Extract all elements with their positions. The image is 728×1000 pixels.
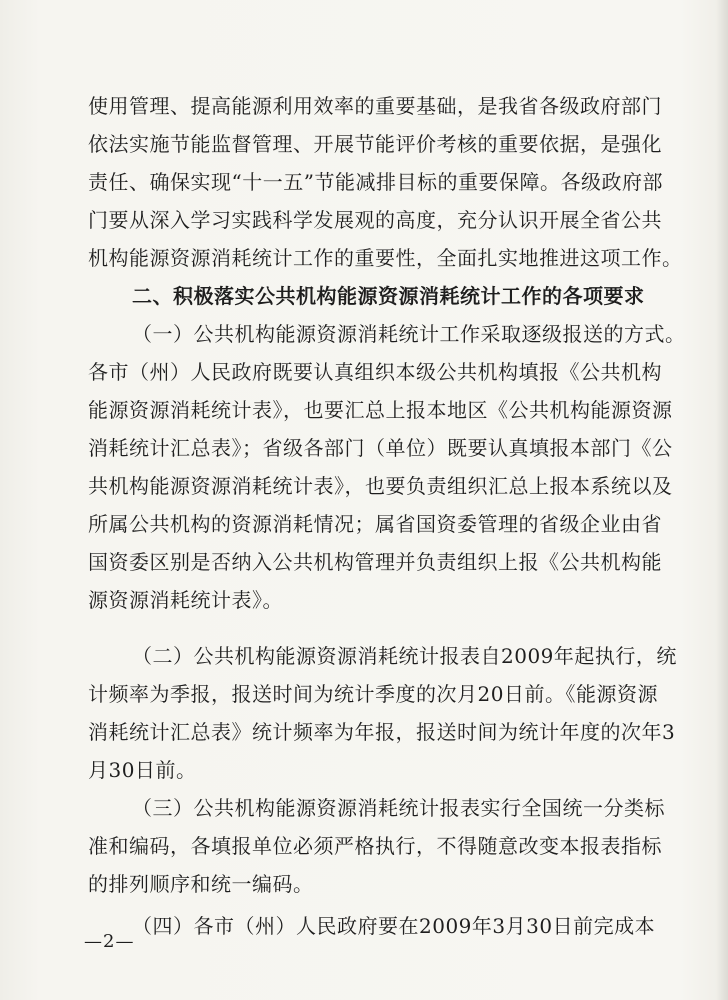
page-edge-shadow <box>716 0 728 1000</box>
text-line: 计频率为季报，报送时间为统计季度的次月20日前。《能源资源 <box>88 682 658 706</box>
paragraph-first-line: （四）各市（州）人民政府要在2009年3月30日前完成本 <box>132 914 656 938</box>
text-line: 的排列顺序和统一编码。 <box>88 872 314 896</box>
text-line: 共机构能源资源消耗统计表》，也要负责组织汇总上报本系统以及 <box>88 474 673 498</box>
text-line: 责任、确保实现“十一五”节能减排目标的重要保障。各级政府部 <box>88 170 663 194</box>
text-line: 所属公共机构的资源消耗情况；属省国资委管理的省级企业由省 <box>88 512 662 536</box>
text-line: 消耗统计汇总表》；省级各部门（单位）既要认真填报本部门《公 <box>88 436 673 460</box>
text-line: 源资源消耗统计表》。 <box>88 588 283 612</box>
text-line: 使用管理、提高能源利用效率的重要基础，是我省各级政府部门 <box>88 94 662 118</box>
text-line: 机构能源资源消耗统计工作的重要性，全面扎实地推进这项工作。 <box>88 246 683 270</box>
section-heading: 二、积极落实公共机构能源资源消耗统计工作的各项要求 <box>132 284 645 308</box>
text-line: 月30日前。 <box>88 758 197 782</box>
paragraph-first-line: （二）公共机构能源资源消耗统计报表自2009年起执行，统 <box>132 644 677 668</box>
text-line: 依法实施节能监督管理、开展节能评价考核的重要依据，是强化 <box>88 132 662 156</box>
text-line: 门要从深入学习实践科学发展观的高度，充分认识开展全省公共 <box>88 208 662 232</box>
text-line: 准和编码，各填报单位必须严格执行，不得随意改变本报表指标 <box>88 834 662 858</box>
paragraph-first-line: （三）公共机构能源资源消耗统计报表实行全国统一分类标 <box>132 796 665 820</box>
page-number: —2— <box>84 931 135 952</box>
text-line: 能源资源消耗统计表》，也要汇总上报本地区《公共机构能源资源 <box>88 398 673 422</box>
text-line: 消耗统计汇总表》统计频率为年报，报送时间为统计年度的次年3 <box>88 720 676 744</box>
text-line: 国资委区别是否纳入公共机构管理并负责组织上报《公共机构能 <box>88 550 662 574</box>
paragraph-first-line: （一）公共机构能源资源消耗统计工作采取逐级报送的方式。 <box>132 322 686 346</box>
text-line: 各市（州）人民政府既要认真组织本级公共机构填报《公共机构 <box>88 360 662 384</box>
